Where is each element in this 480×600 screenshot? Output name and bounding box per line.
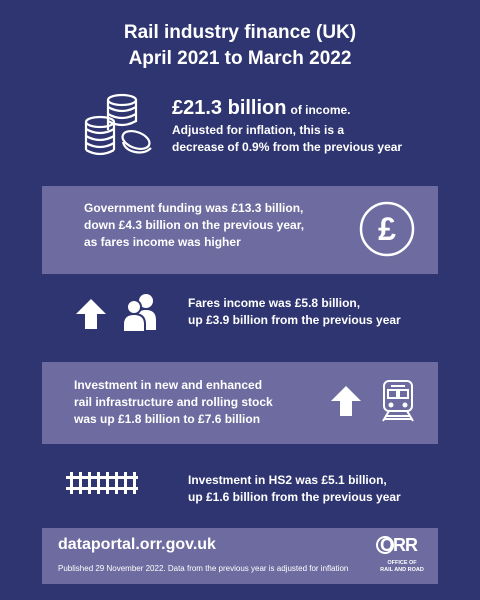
government-funding-text xyxy=(84,200,344,251)
hs2-line-1: Investment in HS2 was £5.1 billion, xyxy=(188,473,387,487)
title-line-2: April 2021 to March 2022 xyxy=(128,48,352,69)
income-amount: £21.3 billion xyxy=(172,97,287,119)
investment-panel xyxy=(42,362,438,444)
up-arrow-icon xyxy=(74,297,108,331)
orr-logo-line-1: OFFICE OF xyxy=(387,560,417,566)
government-funding-panel xyxy=(42,186,438,274)
title-line-1: Rail industry finance (UK) xyxy=(123,22,357,43)
hs2-text xyxy=(188,472,448,506)
income-suffix: of income. xyxy=(290,103,351,117)
coins-icon xyxy=(78,92,156,158)
people-icon xyxy=(120,292,160,332)
government-line-1: Government funding was £13.3 billion, xyxy=(84,201,304,215)
orr-logo-letters: ORR xyxy=(380,535,417,555)
fares-line-1: Fares income was £5.8 billion, xyxy=(188,296,361,310)
footer-url-link[interactable]: dataportal.orr.gov.uk xyxy=(58,536,216,553)
investment-text xyxy=(74,377,324,428)
orr-logo-line-2: RAIL AND ROAD xyxy=(380,567,424,573)
government-line-2: down £4.3 billion on the previous year, xyxy=(84,218,305,232)
fares-text xyxy=(188,295,448,329)
income-block xyxy=(172,97,462,156)
investment-line-1: Investment in new and enhanced xyxy=(74,378,263,392)
page-title xyxy=(0,20,480,72)
up-arrow-icon xyxy=(329,384,363,418)
train-icon xyxy=(379,379,417,423)
footer-panel xyxy=(42,528,438,584)
footer-note: Published 29 November 2022. Data from the previous year is adjusted for inflation xyxy=(58,564,349,573)
svg-text:£: £ xyxy=(378,211,396,247)
income-line-2: Adjusted for inflation, this is a xyxy=(172,123,345,137)
income-line-3: decrease of 0.9% from the previous year xyxy=(172,140,403,154)
investment-line-2: rail infrastructure and rolling stock xyxy=(74,395,273,409)
orr-logo xyxy=(374,535,430,579)
rail-track-icon xyxy=(66,470,138,496)
pound-icon xyxy=(358,200,416,258)
investment-line-3: was up £1.8 billion to £7.6 billion xyxy=(74,412,261,426)
hs2-line-2: up £1.6 billion from the previous year xyxy=(188,490,401,504)
fares-line-2: up £3.9 billion from the previous year xyxy=(188,313,401,327)
government-line-3: as fares income was higher xyxy=(84,235,241,249)
